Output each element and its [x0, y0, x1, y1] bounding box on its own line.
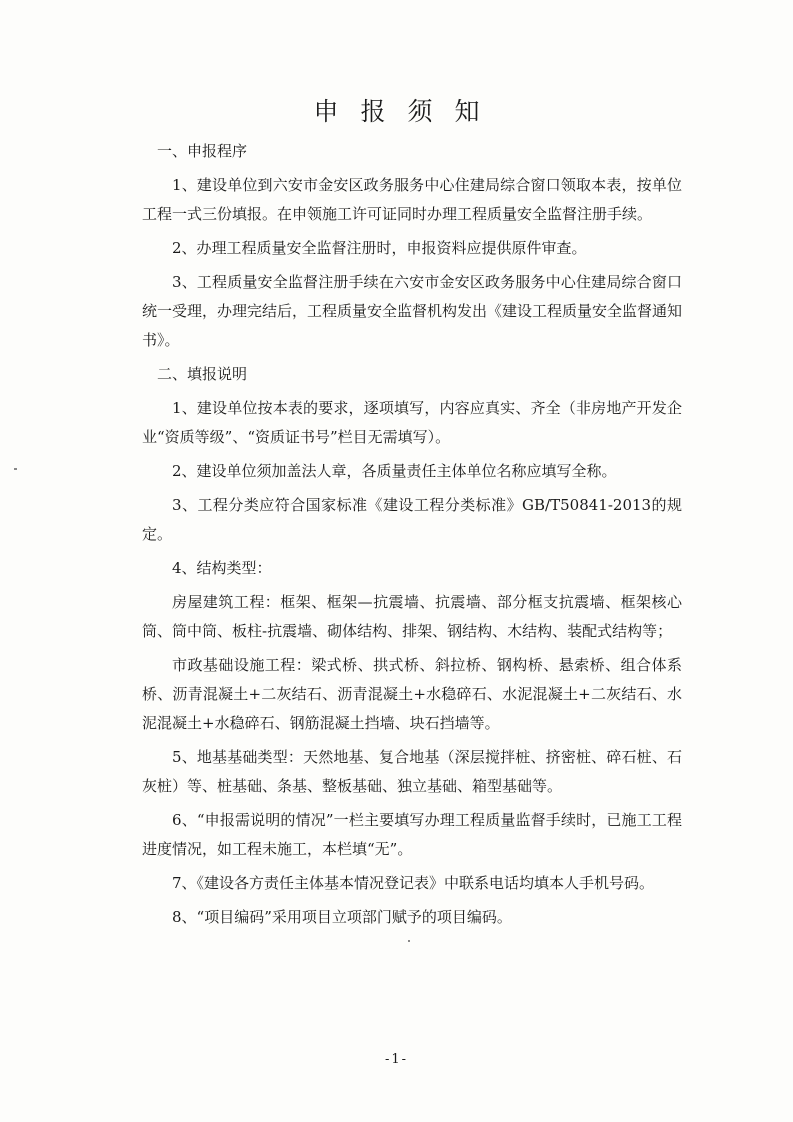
- paragraph: 3、工程质量安全监督注册手续在六安市金安区政务服务中心住建局综合窗口统一受理，办理完结后，工程质量安全监督机构发出《建设工程质量安全监督通知书》。: [142, 273, 683, 349]
- page-number: -1-: [384, 1052, 409, 1067]
- scan-speck: [14, 468, 17, 470]
- page-title: 申报须知: [313, 97, 502, 126]
- section-heading-procedure: 一、申报程序: [157, 142, 248, 160]
- paragraph: 2、建设单位须加盖法人章，各质量责任主体单位名称应填写全称。: [172, 462, 617, 480]
- document-body: [142, 137, 682, 937]
- paragraph: 6、“申报需说明的情况”一栏主要填写办理工程质量监督手续时，已施工工程进度情况，如工程未施工，本栏填“无”。: [142, 811, 682, 858]
- section-heading-instructions: 二、填报说明: [157, 365, 248, 383]
- paragraph: 7、《建设各方责任主体基本情况登记表》中联系电话均填本人手机号码。: [172, 874, 655, 892]
- paragraph: 8、“项目编码”采用项目立项部门赋予的项目编码。: [172, 908, 512, 926]
- paragraph: 3、工程分类应符合国家标准《建设工程分类标准》GB/T50841-2013的规定。: [142, 496, 682, 543]
- paragraph: 房屋建筑工程：框架、框架—抗震墙、抗震墙、部分框支抗震墙、框架核心筒、筒中筒、板柱-抗震墙、砌体结构、排架、钢结构、木结构、装配式结构等；: [142, 593, 682, 640]
- paragraph: 2、办理工程质量安全监督注册时，申报资料应提供原件审查。: [172, 239, 587, 257]
- scan-speck: [408, 940, 410, 942]
- paragraph: 市政基础设施工程：梁式桥、拱式桥、斜拉桥、钢构桥、悬索桥、组合体系桥、沥青混凝土+二灰结石、沥青混凝土+水稳碎石、水泥混凝土+二灰结石、水泥混凝土+水稳碎石、钢筋混凝土挡墙、块石挡墙等。: [142, 656, 682, 732]
- paragraph: 1、建设单位按本表的要求，逐项填写，内容应真实、齐全（非房地产开发企业“资质等级”、“资质证书号”栏目无需填写）。: [142, 399, 682, 446]
- paragraph: 4、结构类型：: [172, 559, 272, 577]
- paragraph: 1、建设单位到六安市金安区政务服务中心住建局综合窗口领取本表，按单位工程一式三份填报。在申领施工许可证同时办理工程质量安全监督注册手续。: [142, 176, 682, 223]
- paragraph: 5、地基基础类型：天然地基、复合地基（深层搅拌桩、挤密桩、碎石桩、石灰桩）等、桩基础、条基、整板基础、独立基础、箱型基础等。: [142, 748, 682, 795]
